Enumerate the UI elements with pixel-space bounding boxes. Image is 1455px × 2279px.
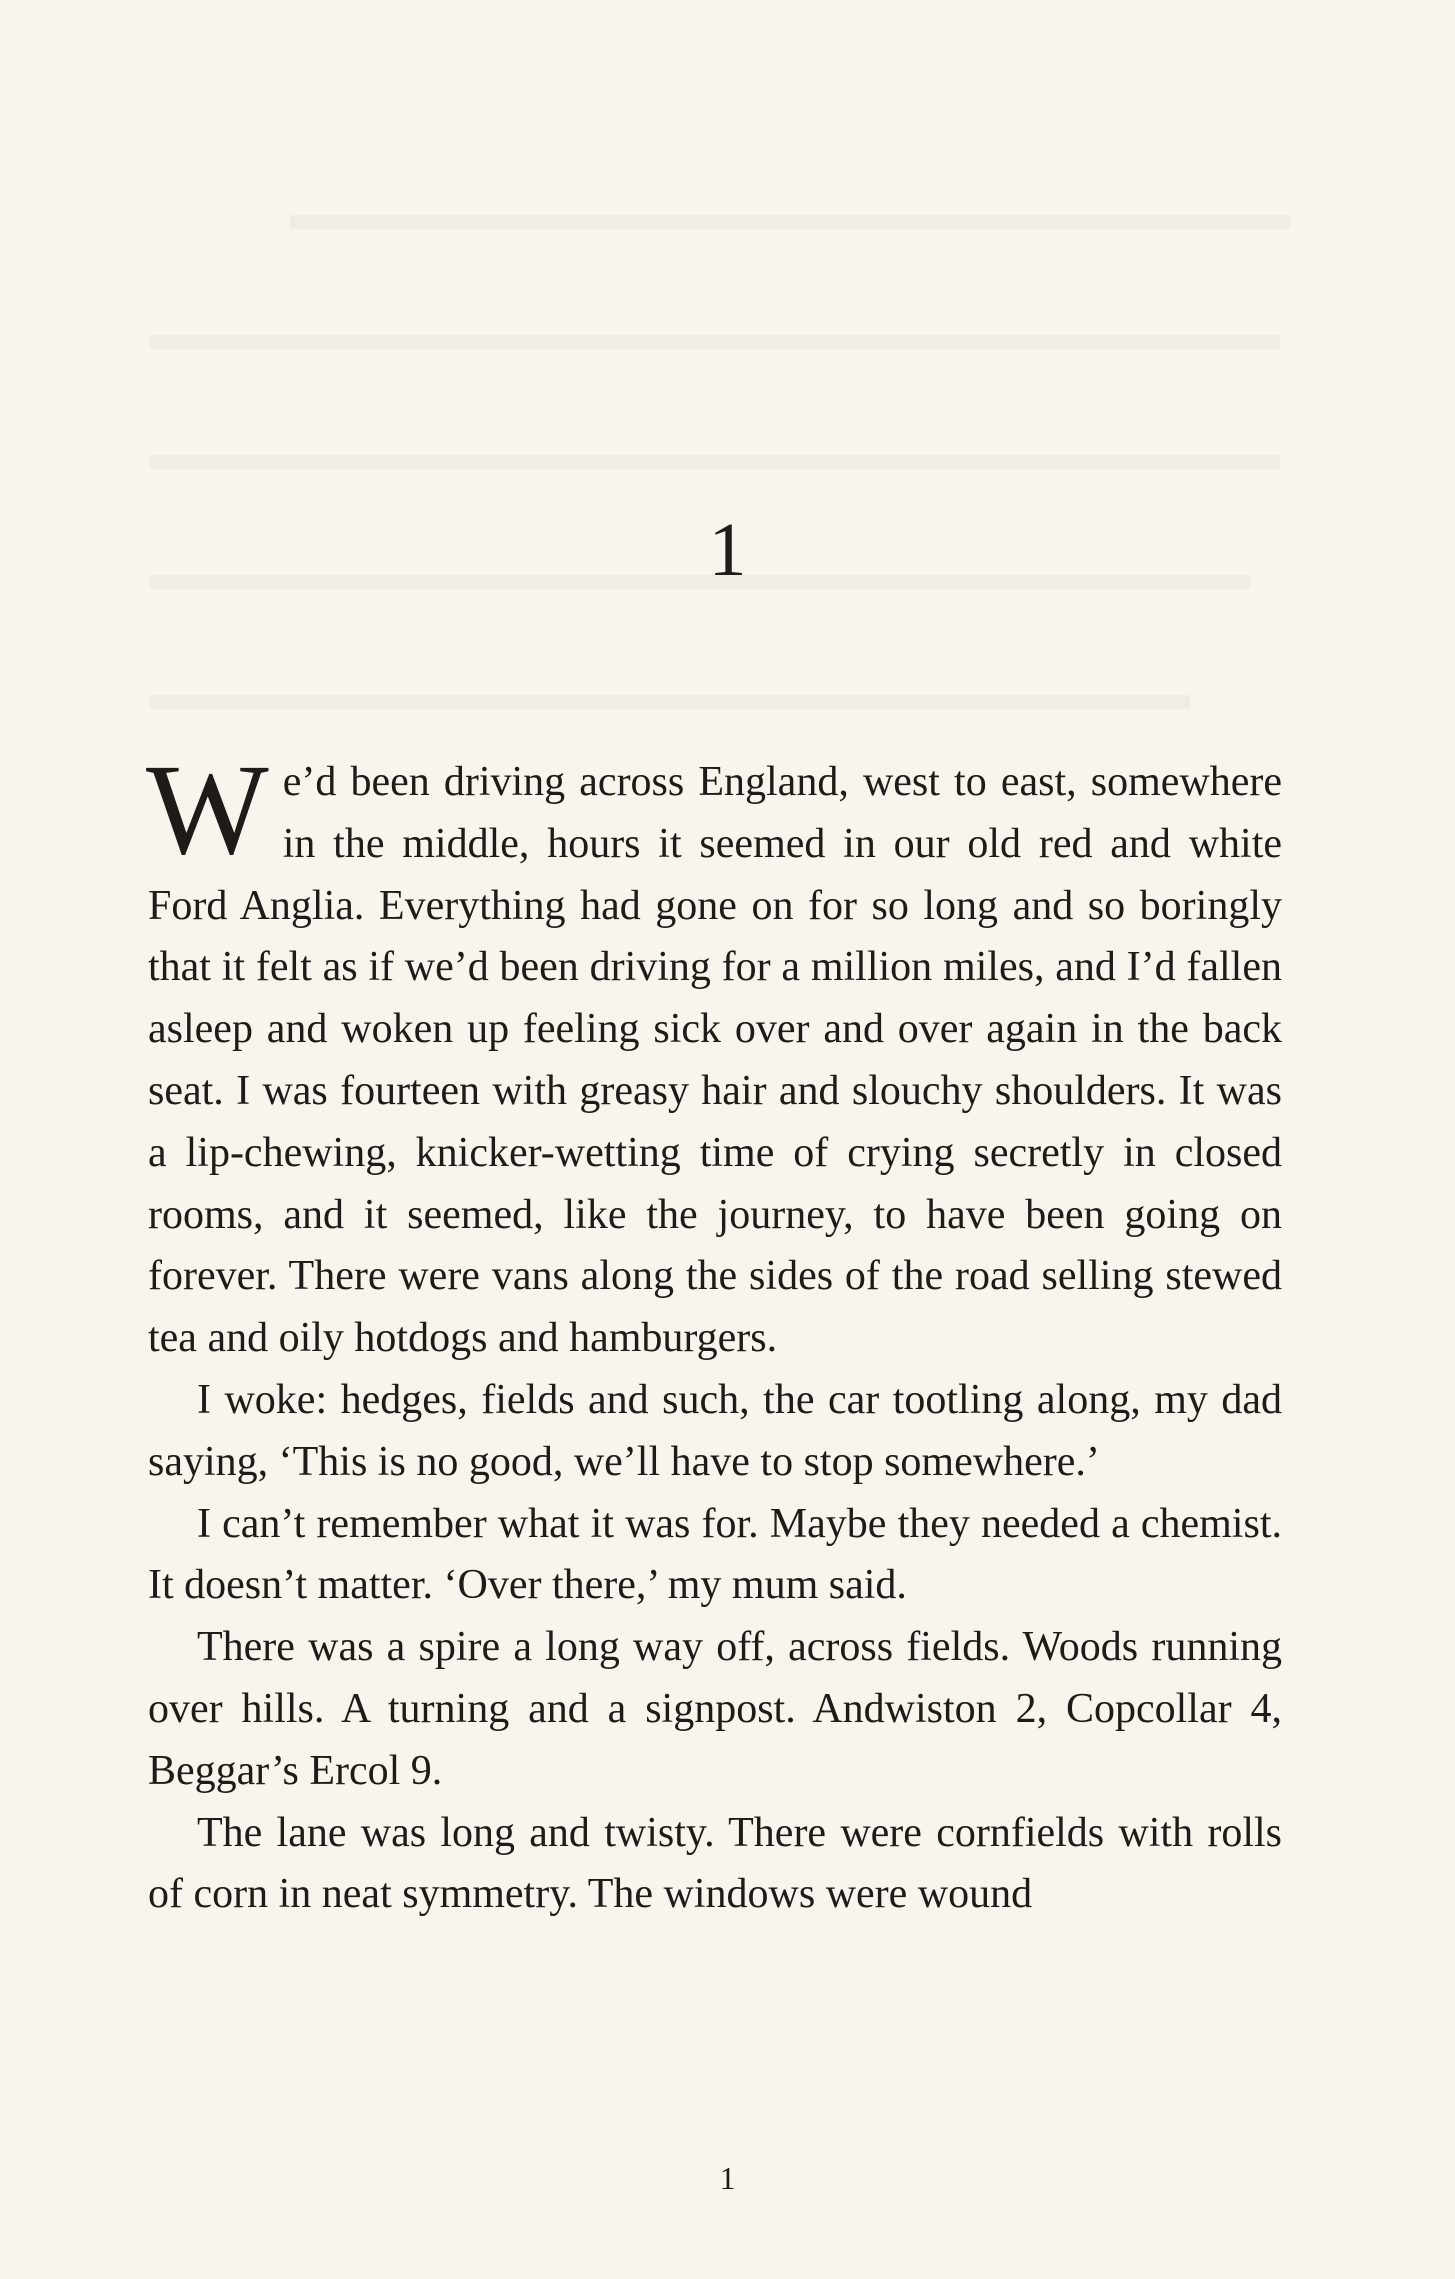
show-through-shadow (150, 455, 1280, 469)
paragraph: I can’t remember what it was for. Maybe they needed a chemist. It doesn’t matter. ‘Over there,’ my mum said. (148, 1500, 1282, 1609)
paragraph-text: e’d been driving across England, west to east, somewhere in the middle, hours it seemed in our old red and white Ford Anglia. Everything had gone on for so long and so boringly that it felt as if we’d been driving for a million miles, and I’d fallen asleep and woken up feeling sick over and over again in the back seat. I was fourteen with greasy hair and slouchy shoulders. It was a lip-chewing, knicker-wetting time of crying secretly in closed rooms, and it seemed, like the journey, to have been going on forever. There were vans along the sides of the road selling stewed tea and oily hotdogs and hamburgers. (148, 759, 1282, 1362)
paragraph: There was a spire a long way off, across fields. Woods running over hills. A turning and a signpost. Andwiston 2, Copcollar 4, Beggar’s Ercol 9. (148, 1624, 1282, 1794)
page-number: 1 (719, 2160, 736, 2196)
show-through-shadow (150, 695, 1190, 709)
paragraph (146, 738, 1282, 1370)
paragraph: The lane was long and twisty. There were cornfields with rolls of corn in neat symmetry. The windows were wound (148, 1809, 1282, 1918)
paragraph: I woke: hedges, fields and such, the car tootling along, my dad saying, ‘This is no good, we’ll have to stop somewhere.’ (148, 1376, 1282, 1485)
chapter-number: 1 (708, 508, 747, 592)
show-through-shadow (150, 335, 1280, 349)
drop-cap: W (146, 738, 269, 882)
chapter-body (146, 738, 1282, 1926)
show-through-shadow (290, 215, 1290, 229)
